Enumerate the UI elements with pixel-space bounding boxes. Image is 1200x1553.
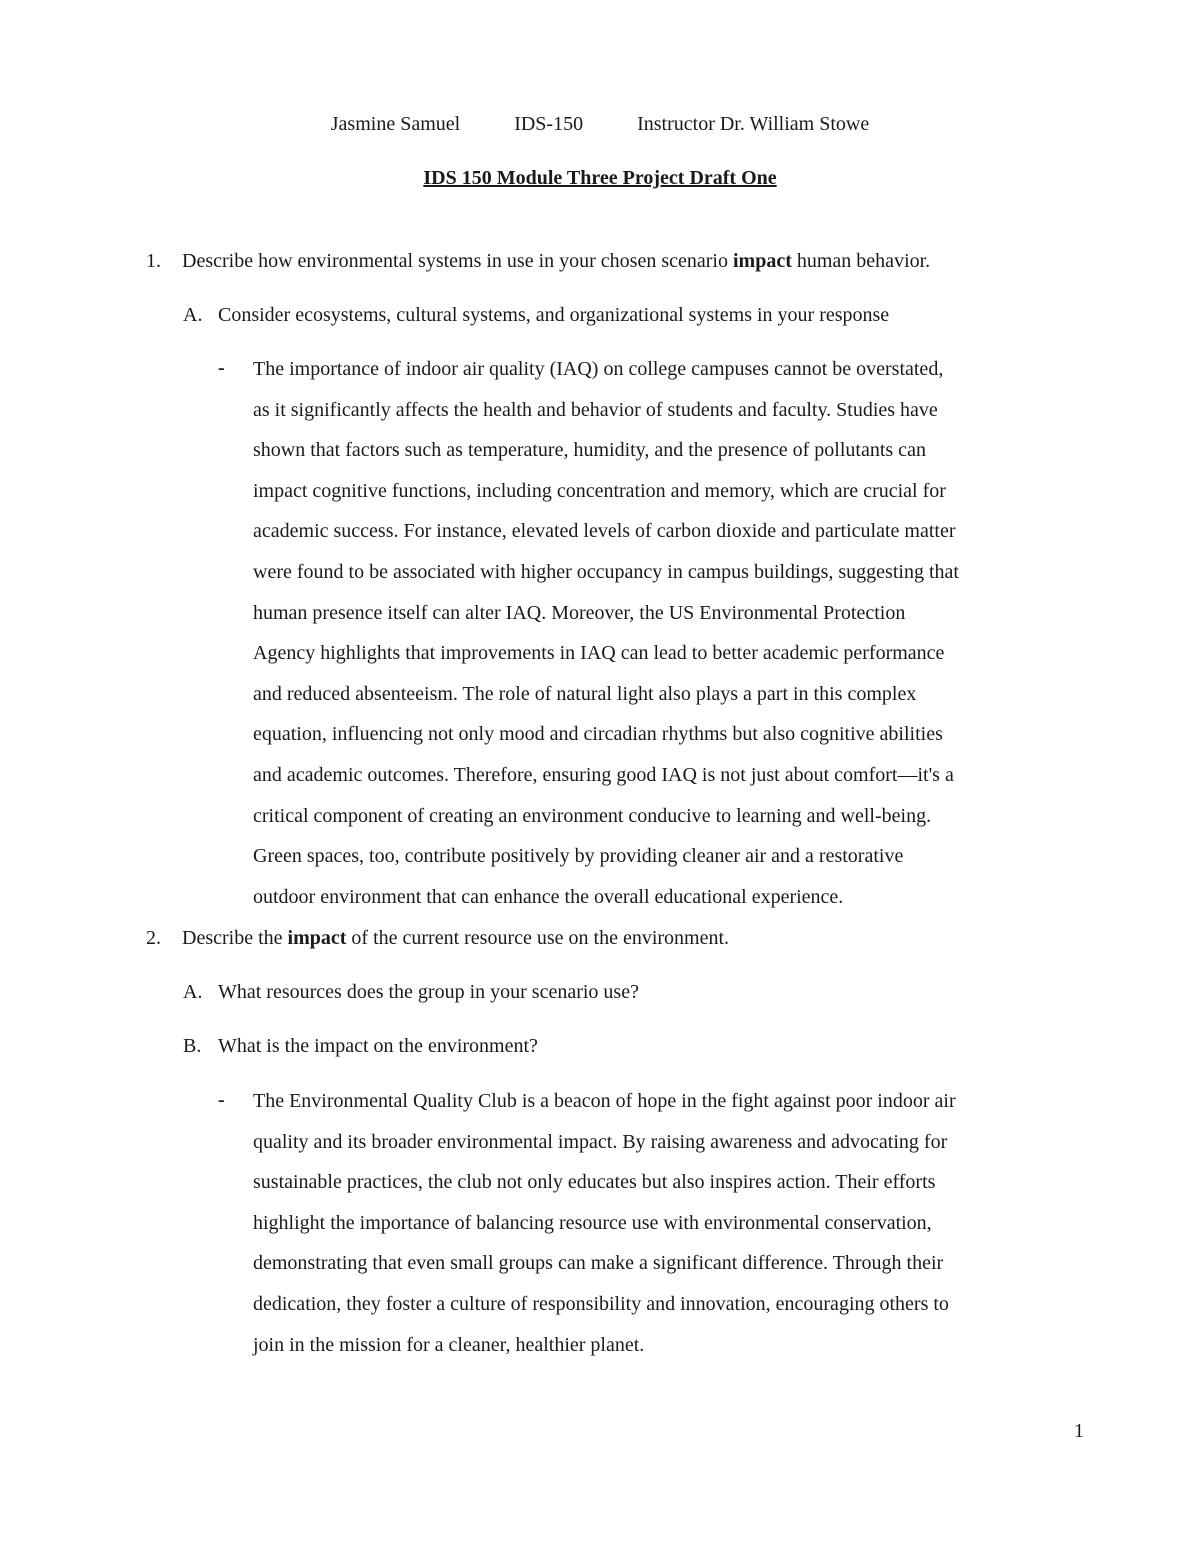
response-line: The importance of indoor air quality (IAQ) on college campuses cannot be overstated, bbox=[253, 358, 944, 380]
response-line: impact cognitive functions, including concentration and memory, which are crucial for bbox=[253, 479, 946, 502]
instructor-name: Instructor Dr. William Stowe bbox=[637, 113, 870, 135]
subitem-text: Consider ecosystems, cultural systems, and organizational systems in your response bbox=[218, 304, 890, 326]
page-number: 1 bbox=[1074, 1420, 1084, 1442]
question-2-subitem-a bbox=[183, 981, 639, 1004]
question-text-before: Describe how environmental systems in use in your chosen scenario bbox=[182, 250, 733, 272]
response-line: were found to be associated with higher occupancy in campus buildings, suggesting that bbox=[253, 560, 959, 583]
question-2-response bbox=[253, 1081, 1093, 1365]
subitem-text: What is the impact on the environment? bbox=[218, 1035, 538, 1057]
response-bullet: - bbox=[218, 1089, 225, 1111]
response-line: The Environmental Quality Club is a beacon of hope in the fight against poor indoor air bbox=[253, 1090, 956, 1112]
response-line: dedication, they foster a culture of responsibility and innovation, encouraging others to bbox=[253, 1292, 949, 1315]
response-line: as it significantly affects the health and behavior of students and faculty. Studies have bbox=[253, 398, 938, 421]
question-2-subitem-b bbox=[183, 1035, 538, 1058]
subitem-letter: A. bbox=[183, 304, 203, 326]
author-name: Jasmine Samuel bbox=[330, 113, 461, 135]
response-line: quality and its broader environmental impact. By raising awareness and advocating for bbox=[253, 1130, 948, 1153]
response-line: and reduced absenteeism. The role of natural light also plays a part in this complex bbox=[253, 682, 917, 705]
question-text-after: human behavior. bbox=[791, 250, 931, 272]
response-line: human presence itself can alter IAQ. Moreover, the US Environmental Protection bbox=[253, 601, 906, 624]
subitem-text: What resources does the group in your scenario use? bbox=[218, 981, 639, 1003]
response-line: highlight the importance of balancing resource use with environmental conservation, bbox=[253, 1211, 932, 1234]
response-line: equation, influencing not only mood and circadian rhythms but also cognitive abilities bbox=[253, 723, 943, 746]
question-number: 1. bbox=[146, 250, 161, 272]
response-line: and academic outcomes. Therefore, ensuring good IAQ is not just about comfort—it's a bbox=[253, 763, 954, 786]
subitem-letter: B. bbox=[183, 1035, 202, 1057]
header-line bbox=[0, 113, 1200, 136]
subitem-letter: A. bbox=[183, 981, 203, 1003]
response-line: shown that factors such as temperature, humidity, and the presence of pollutants can bbox=[253, 439, 926, 462]
response-line: sustainable practices, the club not only educates but also inspires action. Their efforts bbox=[253, 1171, 936, 1194]
question-text-after: of the current resource use on the environment. bbox=[346, 927, 730, 949]
question-2 bbox=[146, 927, 729, 950]
response-line: outdoor environment that can enhance the overall educational experience. bbox=[253, 885, 844, 908]
response-line: critical component of creating an environment conducive to learning and well-being. bbox=[253, 804, 932, 827]
question-bold-word: impact bbox=[287, 927, 347, 949]
course-code: IDS-150 bbox=[514, 113, 584, 135]
response-line: join in the mission for a cleaner, healthier planet. bbox=[253, 1333, 645, 1356]
response-line: demonstrating that even small groups can make a significant difference. Through their bbox=[253, 1252, 944, 1275]
response-line: academic success. For instance, elevated levels of carbon dioxide and particulate matter bbox=[253, 520, 956, 543]
question-bold-word: impact bbox=[732, 250, 792, 272]
response-line: Agency highlights that improvements in IAQ can lead to better academic performance bbox=[253, 642, 945, 665]
question-text-before: Describe the bbox=[182, 927, 288, 949]
question-1-response bbox=[253, 349, 1093, 917]
response-bullet: - bbox=[218, 357, 225, 379]
question-1-subitem-a bbox=[183, 304, 889, 327]
question-number: 2. bbox=[146, 927, 161, 949]
document-title: IDS 150 Module Three Project Draft One bbox=[423, 167, 777, 189]
response-line: Green spaces, too, contribute positively by providing cleaner air and a restorative bbox=[253, 845, 904, 868]
question-1 bbox=[146, 250, 930, 273]
